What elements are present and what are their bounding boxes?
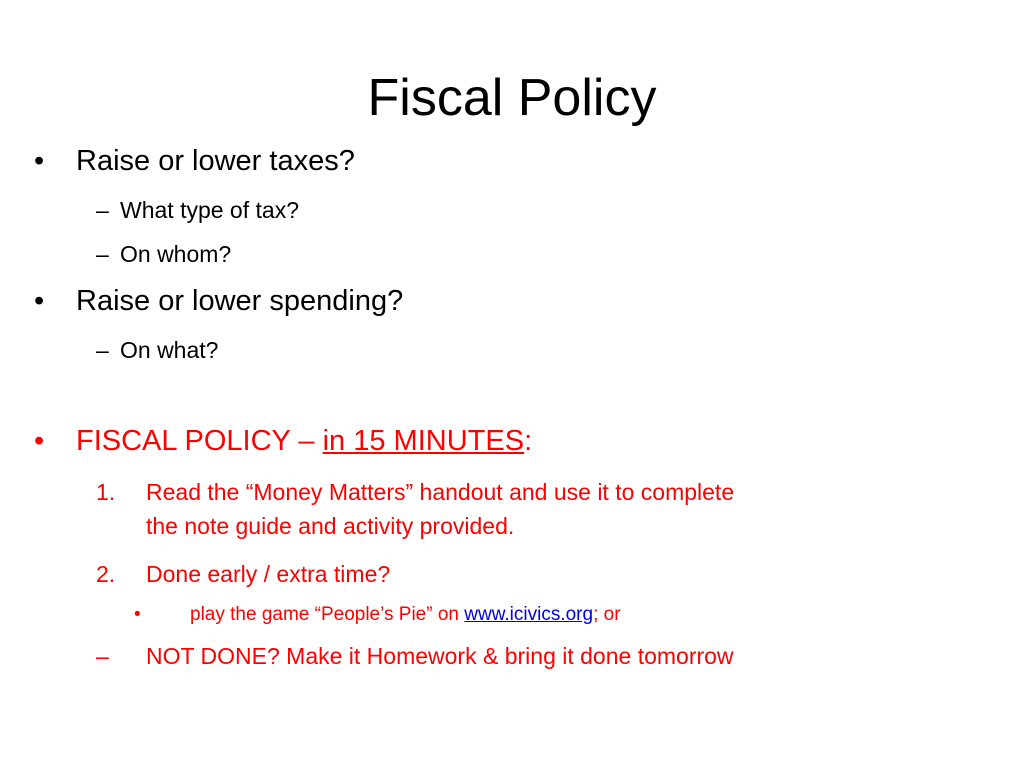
small-bullet-marker: • — [134, 604, 141, 625]
sub-bullet-tax-type: What type of tax? — [120, 197, 299, 223]
assignment-colon: : — [524, 425, 533, 457]
assignment-lead: FISCAL POLICY – — [76, 425, 323, 457]
step-number: 2. — [96, 561, 116, 587]
bullet-marker: • — [34, 145, 45, 177]
dash-marker: – — [96, 643, 109, 669]
assignment-heading — [76, 423, 532, 459]
extra-prefix: play the game “People’s Pie” on — [190, 604, 465, 625]
step-1-line-1: Read the “Money Matters” handout and use it to complete — [146, 479, 735, 505]
icivics-link[interactable]: www.icivics.org — [464, 604, 594, 625]
step-2-line-1: Done early / extra time? — [146, 561, 391, 587]
sub-bullet-on-whom: On whom? — [120, 241, 232, 267]
assignment-deadline: in 15 MINUTES — [322, 425, 525, 457]
dash-marker: – — [96, 241, 109, 267]
bullet-taxes: Raise or lower taxes? — [76, 145, 355, 177]
bullet-marker: • — [34, 425, 45, 457]
bullet-marker: • — [34, 285, 45, 317]
dash-marker: – — [96, 337, 109, 363]
bullet-spending: Raise or lower spending? — [76, 285, 404, 317]
extra-suffix: ; or — [593, 604, 621, 625]
step-number: 1. — [96, 479, 116, 505]
not-done-note: NOT DONE? Make it Homework & bring it done tomorrow — [146, 643, 734, 669]
step-1-line-2: the note guide and activity provided. — [146, 513, 515, 539]
dash-marker: – — [96, 197, 109, 223]
extra-activity — [190, 602, 621, 628]
slide-title: Fiscal Policy — [367, 69, 657, 127]
sub-bullet-on-what: On what? — [120, 337, 219, 363]
